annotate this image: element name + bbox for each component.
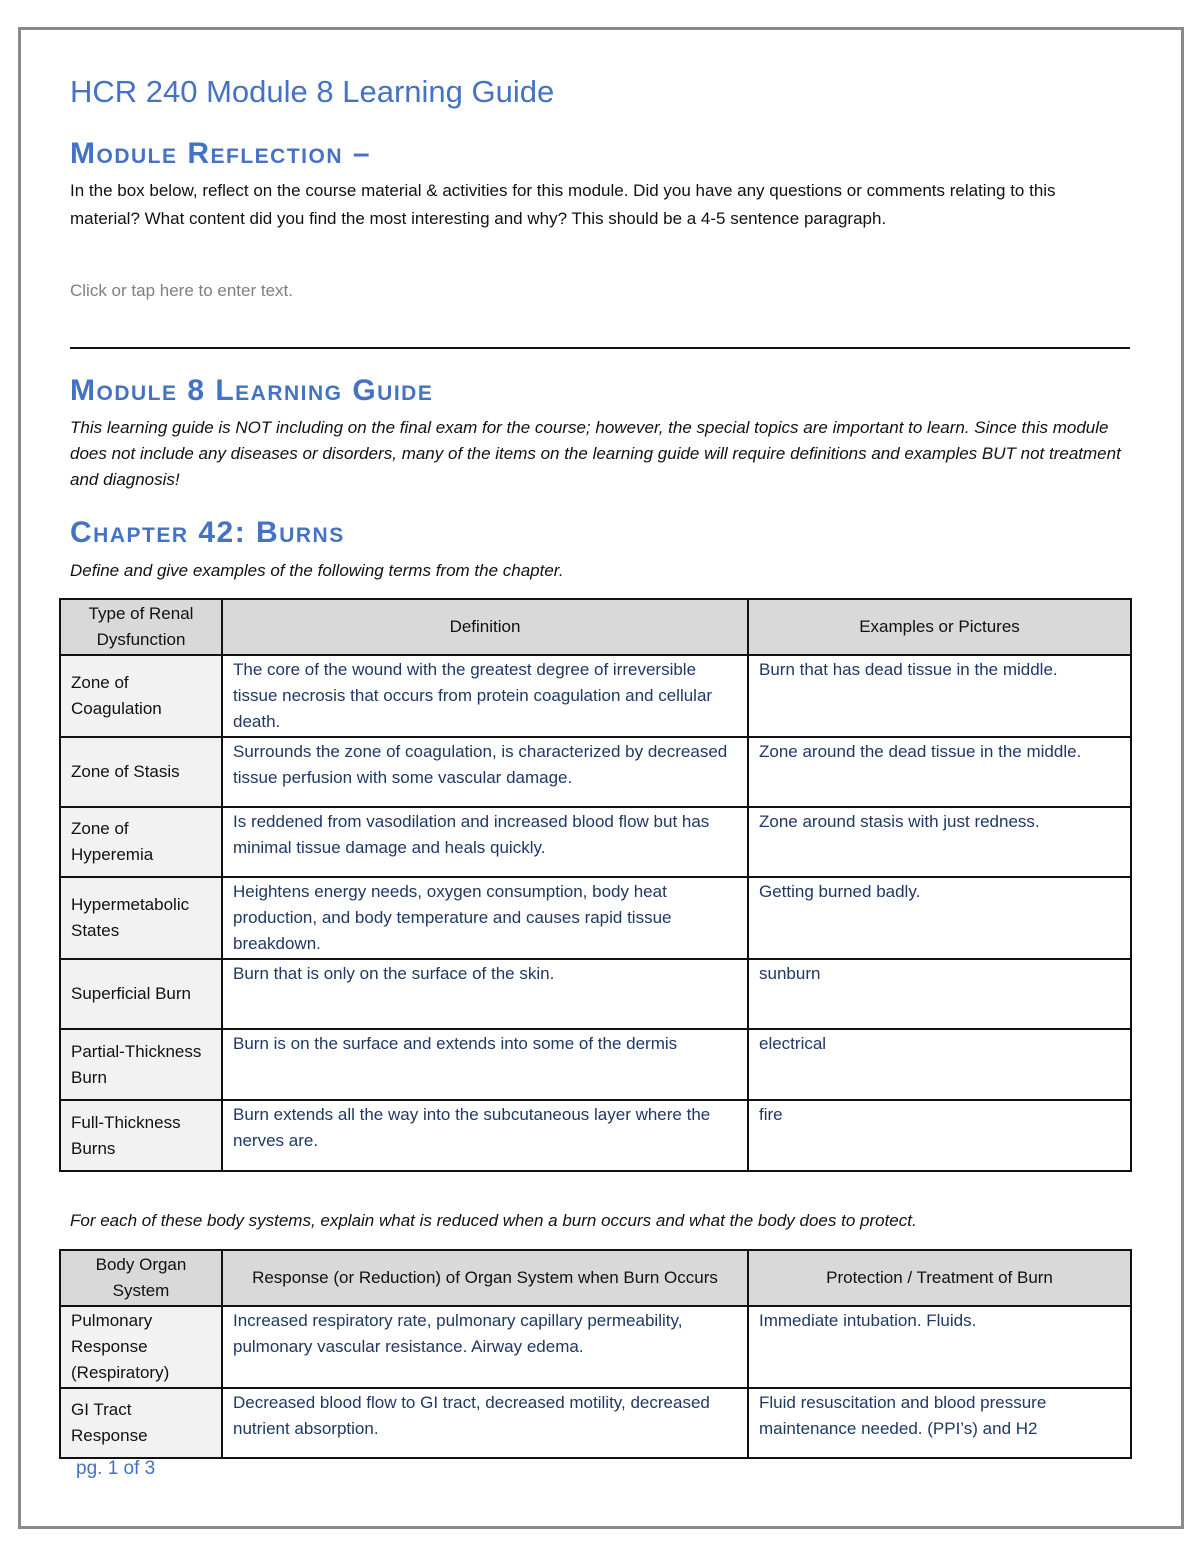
row-label: GI Tract Response [60, 1388, 222, 1458]
answer-cell-2[interactable]: Immediate intubation. Fluids. [748, 1306, 1131, 1388]
column-header: Definition [222, 599, 748, 655]
reflection-text-input[interactable]: Click or tap here to enter text. [70, 281, 293, 300]
table-row [60, 877, 1131, 959]
divider [70, 347, 1130, 349]
column-header: Response (or Reduction) of Organ System when Burn Occurs [222, 1250, 748, 1306]
answer-cell[interactable]: Burn extends all the way into the subcutaneous layer where the nerves are. [222, 1100, 748, 1171]
answer-cell-2[interactable]: electrical [748, 1029, 1131, 1100]
answer-cell[interactable]: Burn that is only on the surface of the skin. [222, 959, 748, 1029]
row-label: Hypermetabolic States [60, 877, 222, 959]
chapter-heading: Chapter 42: Burns [70, 516, 345, 549]
body-systems-table [59, 1249, 1132, 1459]
chapter-instruction: Define and give examples of the following terms from the chapter. [70, 561, 564, 580]
table-header-row [60, 1250, 1131, 1306]
answer-cell[interactable]: The core of the wound with the greatest degree of irreversible tissue necrosis that occurs from protein coagulation and cellular death. [222, 655, 748, 737]
reflection-prompt: In the box below, reflect on the course material & activities for this module. Did you have any questions or comments relating to this material? What content did you find the most interesting and why? This should be a 4-5 sentence paragraph. [70, 181, 1056, 228]
column-header: Protection / Treatment of Burn [748, 1250, 1131, 1306]
answer-cell[interactable]: Burn is on the surface and extends into some of the dermis [222, 1029, 748, 1100]
table-row [60, 1100, 1131, 1171]
column-header: Examples or Pictures [748, 599, 1131, 655]
answer-cell-2[interactable]: Fluid resuscitation and blood pressure maintenance needed. (PPI’s) and H2 [748, 1388, 1131, 1458]
column-header: Type of Renal Dysfunction [60, 599, 222, 655]
table-row [60, 655, 1131, 737]
page-number: pg. 1 of 3 [76, 1458, 156, 1479]
answer-cell-2[interactable]: sunburn [748, 959, 1131, 1029]
column-header: Body Organ System [60, 1250, 222, 1306]
answer-cell-2[interactable]: fire [748, 1100, 1131, 1171]
answer-cell-2[interactable]: Zone around the dead tissue in the middle. [748, 737, 1131, 807]
body-systems-instruction: For each of these body systems, explain what is reduced when a burn occurs and what the body does to protect. [70, 1211, 917, 1230]
answer-cell[interactable]: Decreased blood flow to GI tract, decreased motility, decreased nutrient absorption. [222, 1388, 748, 1458]
answer-cell[interactable]: Increased respiratory rate, pulmonary capillary permeability, pulmonary vascular resistance. Airway edema. [222, 1306, 748, 1388]
table-row [60, 1388, 1131, 1458]
table-row [60, 1029, 1131, 1100]
learning-guide-intro: This learning guide is NOT including on the final exam for the course; however, the special topics are important to learn. Since this module does not include any diseases or disorders, many of the items on the learning guide will require definitions and examples BUT not treatment and diagnosis! [70, 418, 1121, 489]
answer-cell-2[interactable]: Burn that has dead tissue in the middle. [748, 655, 1131, 737]
table-row [60, 1306, 1131, 1388]
row-label: Partial-Thickness Burn [60, 1029, 222, 1100]
row-label: Zone of Stasis [60, 737, 222, 807]
document-title: HCR 240 Module 8 Learning Guide [70, 74, 555, 109]
row-label: Full-Thickness Burns [60, 1100, 222, 1171]
table-row [60, 737, 1131, 807]
table-row [60, 959, 1131, 1029]
answer-cell[interactable]: Surrounds the zone of coagulation, is characterized by decreased tissue perfusion with some vascular damage. [222, 737, 748, 807]
row-label: Zone of Hyperemia [60, 807, 222, 877]
answer-cell[interactable]: Is reddened from vasodilation and increased blood flow but has minimal tissue damage and heals quickly. [222, 807, 748, 877]
answer-cell-2[interactable]: Getting burned badly. [748, 877, 1131, 959]
answer-cell-2[interactable]: Zone around stasis with just redness. [748, 807, 1131, 877]
table-row [60, 807, 1131, 877]
row-label: Superficial Burn [60, 959, 222, 1029]
row-label: Zone of Coagulation [60, 655, 222, 737]
table-header-row [60, 599, 1131, 655]
answer-cell[interactable]: Heightens energy needs, oxygen consumption, body heat production, and body temperature and causes rapid tissue breakdown. [222, 877, 748, 959]
row-label: Pulmonary Response (Respiratory) [60, 1306, 222, 1388]
module-reflection-heading: Module Reflection – [70, 137, 372, 170]
burn-terms-table [59, 598, 1132, 1172]
learning-guide-heading: Module 8 Learning Guide [70, 374, 434, 407]
